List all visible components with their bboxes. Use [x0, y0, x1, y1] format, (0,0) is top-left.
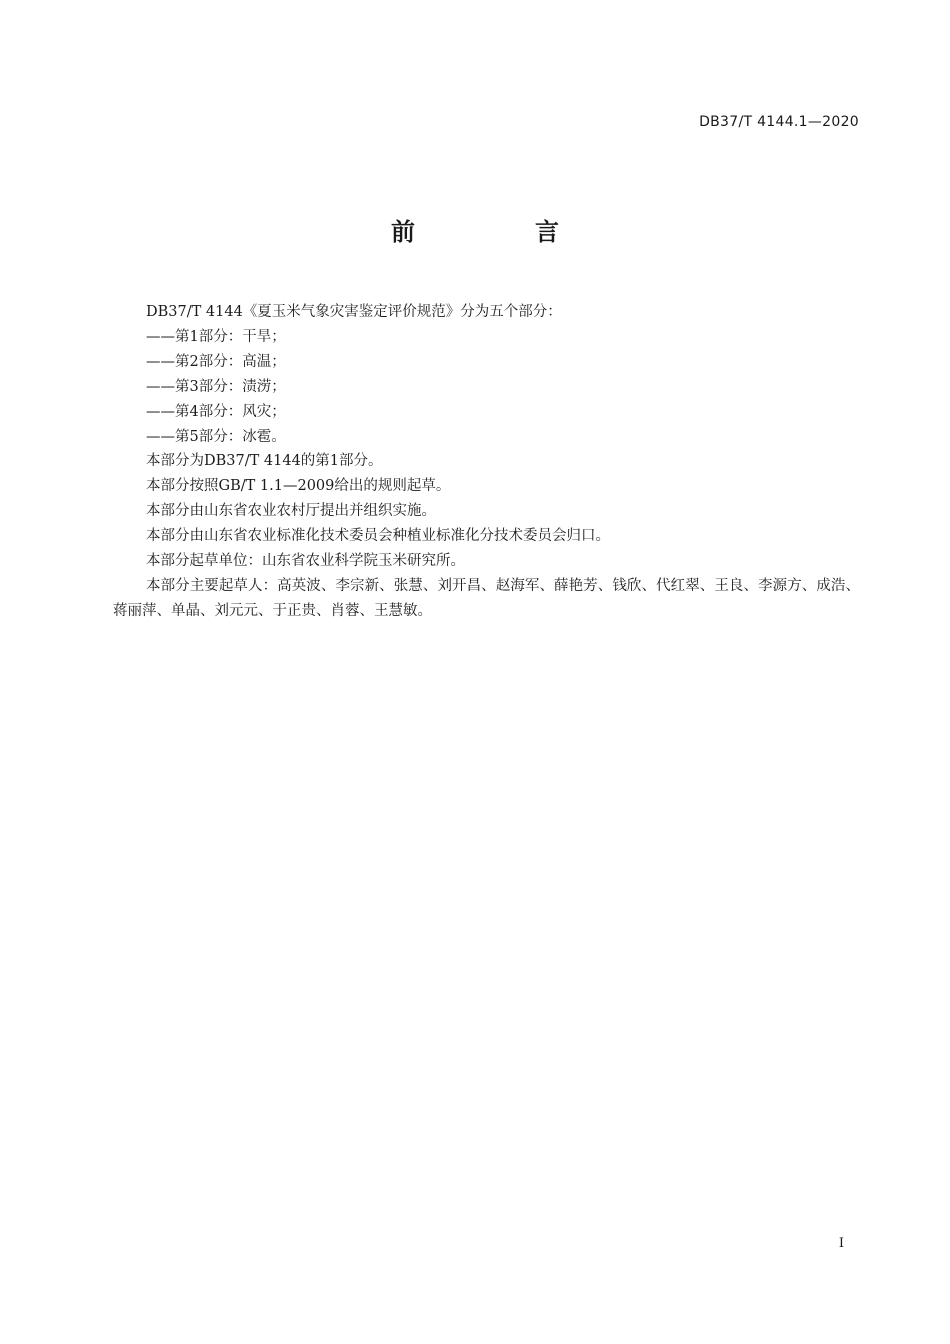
paragraph-scope: 本部分为DB37/T 4144的第1部分。 — [146, 453, 383, 470]
paragraph-drafting-unit: 本部分起草单位：山东省农业科学院玉米研究所。 — [146, 553, 465, 570]
paragraph-drafting-rules: 本部分按照GB/T 1.1—2009给出的规则起草。 — [146, 478, 451, 495]
foreword-body — [113, 300, 860, 624]
list-item-part-4: ——第4部分：风灾； — [146, 403, 286, 420]
page-number: I — [838, 1236, 844, 1251]
paragraph-drafters: 本部分主要起草人：高英波、李宗新、张慧、刘开昌、赵海军、薛艳芳、钱欣、代红翠、王良、李源方、成浩、蒋丽萍、单晶、刘元元、于正贵、肖蓉、王慧敏。 — [113, 577, 860, 619]
document-code: DB37/T 4144.1—2020 — [699, 114, 859, 130]
paragraph-intro: DB37/T 4144《夏玉米气象灾害鉴定评价规范》分为五个部分： — [146, 304, 562, 320]
paragraph-committee: 本部分由山东省农业标准化技术委员会种植业标准化分技术委员会归口。 — [146, 528, 610, 545]
list-item-part-1: ——第1部分：干旱； — [146, 328, 286, 345]
list-item-part-2: ——第2部分：高温； — [146, 353, 286, 370]
paragraph-proposer: 本部分由山东省农业农村厅提出并组织实施。 — [146, 503, 436, 520]
list-item-part-5: ——第5部分：冰雹。 — [146, 428, 286, 445]
page-title: 前 言 — [391, 218, 607, 246]
list-item-part-3: ——第3部分：渍涝； — [146, 378, 286, 395]
